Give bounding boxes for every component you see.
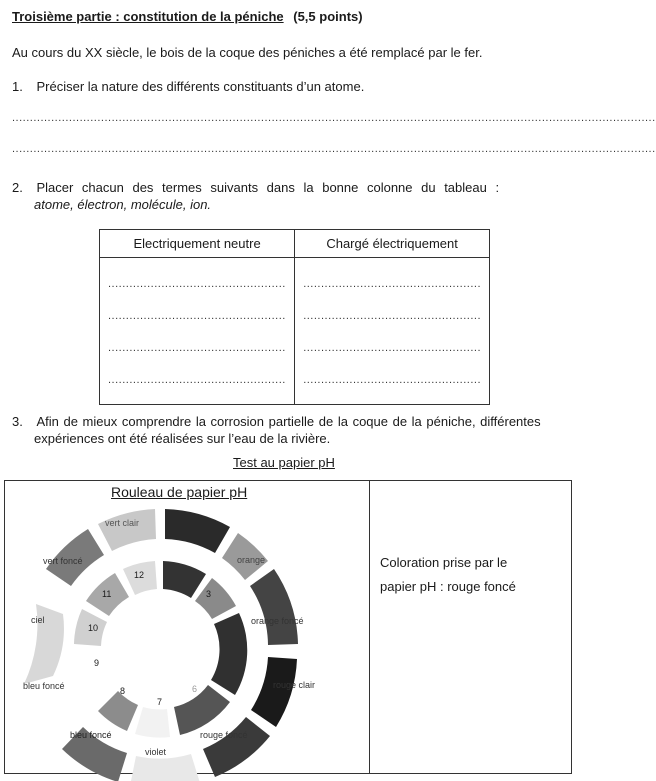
result-line-1: Coloration prise par le bbox=[380, 555, 508, 570]
label-ciel: ciel bbox=[31, 615, 45, 625]
num-6: 6 bbox=[192, 684, 198, 694]
col-header-charged: Chargé électriquement bbox=[295, 230, 490, 258]
ph-test-box bbox=[4, 480, 572, 774]
num-10: 10 bbox=[88, 623, 99, 633]
neutral-cell[interactable]: .................................................. bbox=[108, 342, 286, 354]
charged-cell[interactable]: .................................................. bbox=[303, 342, 481, 354]
label-bleu-fonce-left: bleu foncé bbox=[23, 681, 65, 691]
outer-segment bbox=[251, 657, 297, 727]
q3-text-line2: expériences ont été réalisées sur l’eau de la rivière. bbox=[34, 431, 331, 446]
question-3 bbox=[12, 413, 565, 431]
part-points: (5,5 points) bbox=[293, 9, 363, 24]
inner-segment bbox=[98, 691, 138, 731]
num-12: 12 bbox=[134, 570, 145, 580]
outer-segment bbox=[130, 754, 200, 781]
num-11: 11 bbox=[102, 589, 112, 599]
inner-segment bbox=[195, 578, 236, 619]
charged-cell[interactable]: .................................................. bbox=[303, 310, 481, 322]
charged-cell[interactable]: .................................................. bbox=[303, 278, 481, 290]
label-orange: orange bbox=[237, 555, 266, 565]
q1-text: Préciser la nature des différents constituants d’un atome. bbox=[36, 79, 365, 94]
num-7: 7 bbox=[157, 697, 163, 707]
inner-segment bbox=[174, 685, 230, 735]
question-1 bbox=[12, 78, 364, 96]
q2-number: 2. bbox=[12, 180, 23, 195]
box-divider bbox=[369, 481, 370, 773]
label-violet: violet bbox=[145, 747, 167, 757]
part-title-text: Troisième partie : constitution de la péniche bbox=[12, 9, 284, 24]
result-text bbox=[380, 551, 516, 599]
num-8: 8 bbox=[120, 686, 126, 696]
q3-number: 3. bbox=[12, 414, 23, 429]
roll-title: Rouleau de papier pH bbox=[111, 484, 248, 500]
num-9: 9 bbox=[94, 658, 100, 668]
q2-text: Placer chacun des termes suivants dans la bonne colonne du tableau : bbox=[36, 180, 500, 195]
test-title: Test au papier pH bbox=[233, 455, 335, 470]
part-title bbox=[12, 9, 363, 24]
outer-segment bbox=[203, 717, 270, 777]
label-vert-fonce: vert foncé bbox=[43, 556, 83, 566]
label-bleu-fonce-outer: bleu foncé bbox=[70, 730, 112, 740]
q2-terms: atome, électron, molécule, ion. bbox=[34, 197, 212, 212]
col-header-neutral: Electriquement neutre bbox=[100, 230, 295, 258]
charged-cell[interactable]: .................................................. bbox=[303, 374, 481, 386]
outer-segment bbox=[98, 509, 156, 551]
inner-segment bbox=[211, 613, 247, 695]
question-2 bbox=[12, 179, 565, 197]
neutral-cell[interactable]: .................................................. bbox=[108, 278, 286, 290]
intro-text: Au cours du XX siècle, le bois de la coque des péniches a été remplacé par le fer. bbox=[12, 45, 483, 60]
neutral-cell[interactable]: .................................................. bbox=[108, 310, 286, 322]
label-rouge-clair: rouge clair bbox=[273, 680, 316, 690]
q1-number: 1. bbox=[12, 79, 23, 94]
outer-segment bbox=[250, 569, 298, 645]
inner-segment bbox=[163, 561, 206, 598]
outer-segment bbox=[165, 509, 230, 553]
neutral-cell[interactable]: .................................................. bbox=[108, 374, 286, 386]
label-vert-clair: vert clair bbox=[105, 518, 140, 528]
q3-text-line1: Afin de mieux comprendre la corrosion partielle de la coque de la péniche, différentes bbox=[36, 414, 541, 429]
result-line-2: papier pH : rouge foncé bbox=[380, 579, 516, 594]
answer-line-2[interactable]: ..................................................................................................................................................................................... bbox=[12, 143, 656, 155]
inner-segment bbox=[135, 707, 170, 738]
label-orange-fonce: orange foncé bbox=[251, 616, 304, 626]
answer-line-1[interactable]: ..................................................................................................................................................................................... bbox=[12, 112, 656, 124]
label-rouge-fonce: rouge foncé bbox=[200, 730, 248, 740]
num-3: 3 bbox=[206, 589, 212, 599]
ph-roll-diagram bbox=[5, 481, 369, 773]
classification-table bbox=[99, 229, 490, 405]
